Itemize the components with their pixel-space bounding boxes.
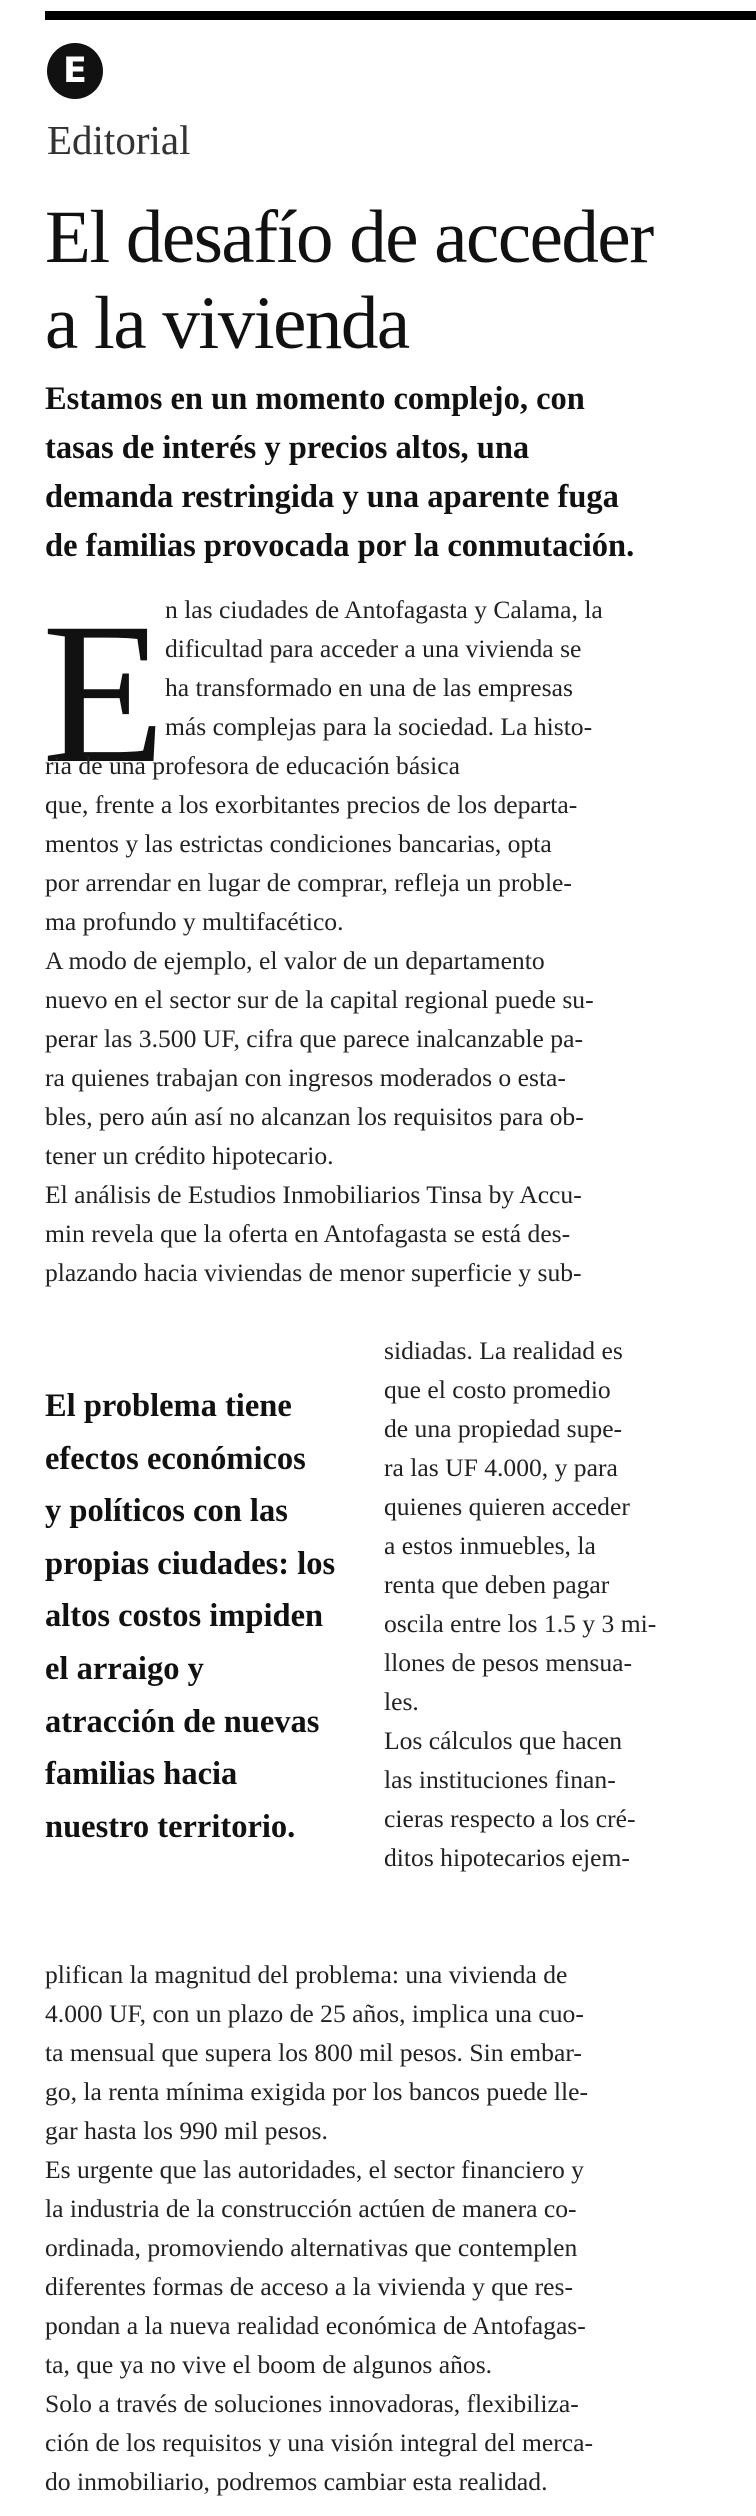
pull-quote-line: El problema tiene [45,1388,292,1424]
lead-line: demanda restringida y una aparente fuga [45,479,619,515]
pull-quote-line: nuestro territorio. [45,1808,296,1845]
column-line: quienes quieren acceder [384,1492,630,1521]
column-line: sidiadas. La realidad es [384,1336,623,1365]
body-line: Es urgente que las autoridades, el sector financiero y [45,2155,584,2184]
column-line: ra las UF 4.000, y para [384,1453,618,1482]
body-line: ción de los requisitos y una visión integral del merca- [45,2428,593,2457]
pull-quote-line: y políticos con las [45,1493,288,1530]
body-line: do inmobiliario, podremos cambiar esta realidad. [45,2467,548,2496]
body-line: Solo a través de soluciones innovadoras, flexibiliza- [45,2389,579,2418]
lead-paragraph [45,375,735,571]
column-line: a estos inmuebles, la [384,1531,596,1560]
lead-line: de familias provocada por la conmutación. [45,528,635,564]
body-line: El análisis de Estudios Inmobiliarios Tinsa by Accu- [45,1180,582,1209]
article-column [384,1331,734,1877]
body-line: nuevo en el sector sur de la capital regional puede su- [45,985,594,1014]
drop-cap: E [42,581,166,805]
pull-quote-line: el arraigo y [45,1650,204,1687]
body-line: pondan a la nueva realidad económica de Antofagas- [45,2311,586,2340]
body-line: la industria de la construcción actúen de manera co- [45,2194,577,2223]
pull-quote-line: propias ciudades: los [45,1545,336,1582]
article-body-closing [45,1955,735,2501]
lead-line: Estamos en un momento complejo, con [45,381,585,417]
headline [45,195,735,367]
body-line: dificultad para acceder a una vivienda se [165,634,582,663]
body-line: ta, que ya no vive el boom de algunos años. [45,2350,493,2379]
body-line: plifican la magnitud del problema: una vivienda de [45,1960,568,1989]
body-line: que, frente a los exorbitantes precios de los departa- [45,790,578,819]
column-line: oscila entre los 1.5 y 3 mi- [384,1609,657,1638]
body-line: plazando hacia viviendas de menor superficie y sub- [45,1258,582,1287]
body-line: gar hasta los 990 mil pesos. [45,2116,328,2145]
body-line: diferentes formas de acceso a la vivienda y que res- [45,2272,573,2301]
body-line: ra quienes trabajan con ingresos moderados o esta- [45,1063,566,1092]
section-label: Editorial [47,117,191,163]
lead-line: tasas de interés y precios altos, una [45,430,530,466]
body-line: bles, pero aún así no alcanzan los requisitos para ob- [45,1102,584,1131]
headline-line: El desafío de acceder [45,196,653,279]
body-line: min revela que la oferta en Antofagasta se está des- [45,1219,571,1248]
pull-quote-line: altos costos impiden [45,1598,324,1635]
body-line: por arrendar en lugar de comprar, refleja un proble- [45,868,572,897]
body-line: ria de una profesora de educación básica [45,751,460,780]
body-line: más complejas para la sociedad. La histo- [165,712,593,741]
article-body [45,590,735,1292]
top-rule [45,11,756,20]
body-line: ta mensual que supera los 800 mil pesos. Sin embar- [45,2038,582,2067]
body-line: ha transformado en una de las empresas [165,673,573,702]
body-line: n las ciudades de Antofagasta y Calama, la [165,595,603,624]
pull-quote-line: familias hacia [45,1756,238,1793]
headline-line: a la vivienda [45,282,409,365]
column-line: les. [384,1687,419,1716]
column-line: Los cálculos que hacen [384,1726,623,1755]
body-line: ma profundo y multifacético. [45,907,344,936]
pull-quote-line: efectos económicos [45,1440,306,1477]
body-line: perar las 3.500 UF, cifra que parece inalcanzable pa- [45,1024,583,1053]
body-line: 4.000 UF, con un plazo de 25 años, implica una cuo- [45,1999,584,2028]
column-line: cieras respecto a los cré- [384,1804,636,1833]
body-line: go, la renta mínima exigida por los bancos puede lle- [45,2077,588,2106]
column-line: renta que deben pagar [384,1570,610,1599]
body-line: ordinada, promoviendo alternativas que contemplen [45,2233,578,2262]
column-line: que el costo promedio [384,1375,611,1404]
pull-quote-line: atracción de nuevas [45,1703,320,1740]
column-line: llones de pesos mensua- [384,1648,633,1677]
pull-quote [45,1380,375,1853]
section-badge: E [47,43,103,99]
body-line: mentos y las estrictas condiciones bancarias, opta [45,829,552,858]
column-line: de una propiedad supe- [384,1414,623,1443]
column-line: ditos hipotecarios ejem- [384,1843,630,1872]
body-line: A modo de ejemplo, el valor de un departamento [45,946,545,975]
body-line: tener un crédito hipotecario. [45,1141,334,1170]
column-line: las instituciones finan- [384,1765,616,1794]
